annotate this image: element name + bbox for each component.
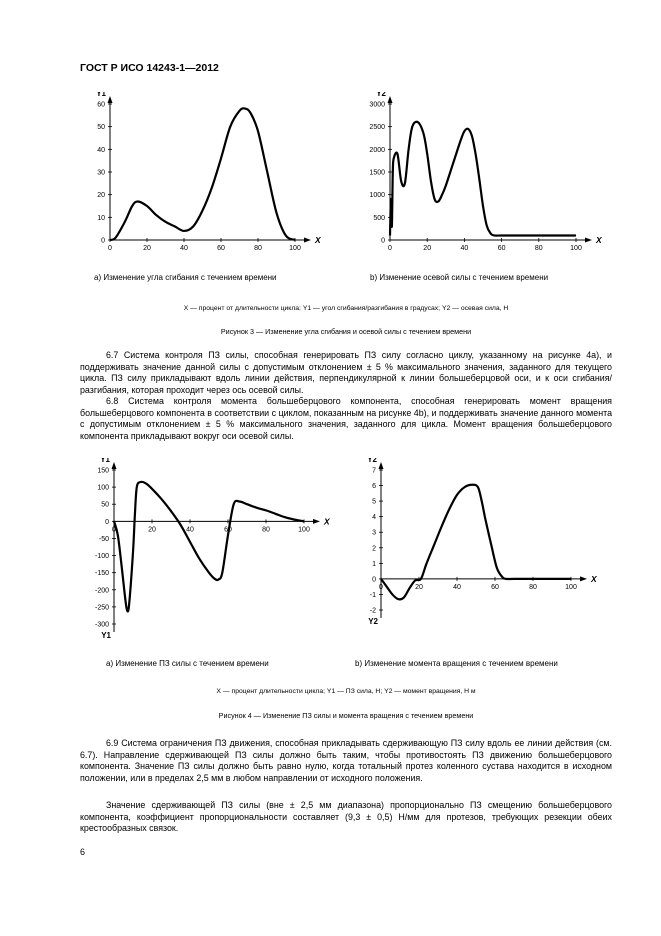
y-tick-label: -300 bbox=[94, 621, 109, 629]
x-tick-label: 0 bbox=[388, 245, 392, 252]
paragraph-6-9 bbox=[80, 738, 612, 784]
x-axis-arrow bbox=[585, 238, 592, 243]
y-axis-arrow bbox=[388, 96, 393, 103]
y-tick-label: 150 bbox=[97, 467, 109, 475]
y-tick-label: -150 bbox=[94, 570, 109, 578]
x-tick-label: 80 bbox=[262, 526, 270, 534]
y-tick-label: 5 bbox=[372, 498, 376, 506]
x-axis-label: X bbox=[591, 573, 597, 584]
x-axis-arrow bbox=[580, 576, 587, 581]
x-tick-label: 60 bbox=[224, 526, 232, 534]
y-axis-label-bottom: Y2 bbox=[368, 617, 378, 626]
x-axis-label: X bbox=[324, 516, 330, 527]
series-line bbox=[110, 108, 295, 240]
paragraph-6-8 bbox=[80, 396, 612, 442]
x-axis-arrow bbox=[304, 238, 311, 243]
x-tick-label: 0 bbox=[108, 245, 112, 252]
y-axis-label: Y1 bbox=[100, 458, 110, 464]
y-tick-label: 50 bbox=[101, 501, 109, 509]
x-tick-label: 80 bbox=[534, 245, 543, 252]
y-tick-label: 1500 bbox=[369, 169, 385, 177]
series-line bbox=[381, 485, 571, 600]
x-axis-label: X bbox=[315, 235, 321, 245]
y-tick-label: -1 bbox=[369, 591, 376, 599]
paragraph-6-7 bbox=[80, 350, 612, 396]
y-tick-label: 0 bbox=[101, 237, 105, 245]
y-tick-label: -100 bbox=[94, 553, 109, 561]
y-tick-label: 7 bbox=[372, 467, 376, 475]
y-tick-label: 0 bbox=[372, 576, 376, 584]
y-tick-label: -200 bbox=[94, 587, 109, 595]
y-tick-label: 3000 bbox=[369, 101, 385, 109]
y-tick-label: 2000 bbox=[369, 146, 385, 154]
x-tick-label: 100 bbox=[570, 245, 582, 252]
fig3a-caption: a) Изменение угла сгибания с течением времени bbox=[94, 273, 277, 282]
x-tick-label: 40 bbox=[186, 526, 194, 534]
y-tick-label: -250 bbox=[94, 604, 109, 612]
y-tick-label: 0 bbox=[105, 518, 109, 526]
paragraph-6-7-text: 6.7 Система контроля ПЗ силы, способная генерировать ПЗ силу согласно циклу, указанному на рисунке 4а), и поддерживать значение данной силы с допустимым отклонением ± 5 % максимального значения, заданного для текущего цикла. ПЗ силу прикладывают вдоль линии действия, перпендикулярной к линии большеберцовой оси, и к оси сгибания/разгибания, которая проходит через ось осевой силы. bbox=[80, 350, 612, 395]
x-tick-label: 0 bbox=[379, 583, 383, 591]
y-tick-label: 500 bbox=[373, 214, 385, 222]
x-tick-label: 40 bbox=[180, 245, 188, 252]
page-number: 6 bbox=[80, 847, 86, 857]
fig4-legend: X — процент длительности цикла; Y1 — ПЗ сила, Н; Y2 — момент вращения, Н м bbox=[216, 688, 476, 695]
document-header: ГОСТ Р ИСО 14243-1—2012 bbox=[80, 62, 219, 74]
x-tick-label: 20 bbox=[148, 526, 156, 534]
paragraph-final bbox=[80, 800, 612, 835]
y-axis-label-bottom: Y1 bbox=[101, 631, 111, 640]
y-axis-label: Y1 bbox=[96, 92, 106, 98]
y-tick-label: 6 bbox=[372, 483, 376, 491]
y-tick-label: 0 bbox=[381, 237, 385, 245]
y-tick-label: 30 bbox=[97, 169, 105, 177]
x-tick-label: 20 bbox=[415, 583, 423, 591]
y-tick-label: -2 bbox=[369, 607, 376, 615]
series-line bbox=[390, 122, 576, 236]
y-tick-label: -50 bbox=[98, 535, 109, 543]
paragraph-6-8-text: 6.8 Система контроля момента большеберцового компонента, способная генерировать момент вращения большеберцового компонента в соответствии с циклом, показанным на рисунке 4b), и поддерживать значение данного момента с допустимым отклонением ± 5 % максимального значения, заданного для цикла. Момент вращения большеберцового компонента прикладывают вокруг оси осевой силы. bbox=[80, 396, 612, 441]
x-tick-label: 40 bbox=[460, 245, 469, 252]
fig4-title: Рисунок 4 — Изменение ПЗ силы и момента вращения с течением времени bbox=[218, 711, 474, 720]
y-axis-label: Y2 bbox=[367, 458, 377, 464]
y-tick-label: 4 bbox=[372, 514, 376, 522]
paragraph-6-9-text: 6.9 Система ограничения ПЗ движения, способная прикладывать сдерживающую ПЗ силу вдоль ее линии действия (см. 6.7). Направление сдерживающей ПЗ силы должно быть таким, чтобы противостоять ПЗ движению большеберцового компонента. Значение ПЗ силы должно быть равно нулю, когда тотальный протез коленного сустава находится в исходном положении, или в пределах 2,5 мм в любом направлении от исходного положения. bbox=[80, 738, 612, 783]
x-tick-label: 0 bbox=[112, 526, 116, 534]
x-tick-label: 100 bbox=[565, 583, 577, 591]
paragraph-final-text: Значение сдерживающей ПЗ силы (вне ± 2,5 мм диапазона) пропорционально ПЗ смещению большеберцового компонента, коэффициент пропорциональности составляет (9,3 ± 0,5) Н/мм для протезов, требующих резекции обеих крестообразных связок. bbox=[80, 800, 612, 834]
x-tick-label: 100 bbox=[298, 526, 310, 534]
x-tick-label: 40 bbox=[453, 583, 461, 591]
y-tick-label: 60 bbox=[97, 101, 105, 109]
fig3-legend: X — процент от длительности цикла; Y1 — угол сгибания/разгибания в градусах; Y2 — осевая сила, Н bbox=[183, 305, 509, 312]
y-axis-arrow bbox=[112, 462, 117, 469]
fig4a-caption: a) Изменение ПЗ силы с течением времени bbox=[106, 659, 269, 668]
x-tick-label: 60 bbox=[491, 583, 499, 591]
chart-flexion-angle bbox=[80, 92, 330, 262]
fig3b-caption: b) Изменение осевой силы с течением времени bbox=[370, 273, 549, 282]
chart-rotation-torque bbox=[355, 458, 610, 648]
y-tick-label: 3 bbox=[372, 529, 376, 537]
fig3-title: Рисунок 3 — Изменение угла сгибания и осевой силы с течением времени bbox=[220, 327, 472, 336]
y-tick-label: 50 bbox=[97, 124, 105, 132]
x-tick-label: 60 bbox=[497, 245, 506, 252]
y-tick-label: 1000 bbox=[369, 192, 385, 200]
y-axis-arrow bbox=[379, 462, 384, 469]
y-tick-label: 1 bbox=[372, 560, 376, 568]
y-axis-label: Y2 bbox=[376, 92, 386, 98]
fig4b-caption: b) Изменение момента вращения с течением времени bbox=[355, 659, 558, 668]
y-tick-label: 20 bbox=[97, 192, 105, 200]
x-tick-label: 20 bbox=[423, 245, 432, 252]
x-tick-label: 20 bbox=[143, 245, 151, 252]
y-tick-label: 2 bbox=[372, 545, 376, 553]
x-tick-label: 60 bbox=[217, 245, 225, 252]
y-tick-label: 40 bbox=[97, 146, 105, 154]
y-tick-label: 10 bbox=[97, 214, 105, 222]
y-axis-arrow bbox=[108, 96, 113, 103]
chart-ap-force bbox=[80, 458, 340, 648]
x-axis-arrow bbox=[313, 519, 320, 524]
x-tick-label: 100 bbox=[289, 245, 301, 252]
y-tick-label: 100 bbox=[97, 484, 109, 492]
x-tick-label: 80 bbox=[254, 245, 262, 252]
y-tick-label: 2500 bbox=[369, 124, 385, 132]
series-line bbox=[114, 482, 304, 612]
chart-axial-force bbox=[350, 92, 610, 262]
x-tick-label: 80 bbox=[529, 583, 537, 591]
x-axis-label: X bbox=[596, 235, 602, 245]
